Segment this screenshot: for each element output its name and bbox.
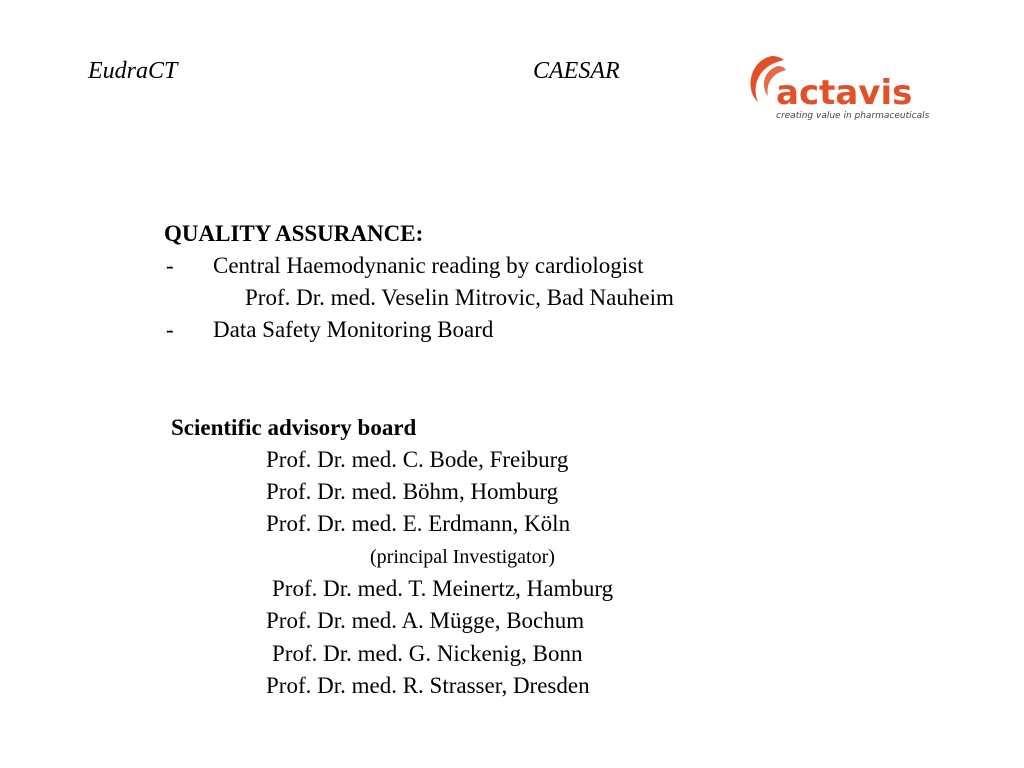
- advisory-member: Prof. Dr. med. R. Strasser, Dresden: [266, 673, 590, 698]
- advisory-member: Prof. Dr. med. A. Mügge, Bochum: [266, 608, 585, 633]
- quality-assurance-title: QUALITY ASSURANCE:: [164, 221, 424, 246]
- principal-investigator-note: (principal Investigator): [370, 546, 555, 568]
- header-study-name: CAESAR: [533, 58, 620, 84]
- advisory-member: Prof. Dr. med. T. Meinertz, Hamburg: [272, 576, 614, 601]
- actavis-logo-icon: [744, 48, 934, 124]
- advisory-member: Prof. Dr. med. G. Nickenig, Bonn: [272, 641, 583, 666]
- advisory-member: Prof. Dr. med. Böhm, Homburg: [266, 479, 559, 504]
- advisory-member: Prof. Dr. med. C. Bode, Freiburg: [266, 447, 569, 472]
- qa-bullet-1: -: [166, 253, 174, 278]
- qa-bullet-2: -: [166, 317, 174, 342]
- qa-item-1-text: Central Haemodynanic reading by cardiologist: [213, 253, 644, 278]
- logo-wordmark: actavis: [776, 73, 913, 113]
- qa-item-2-text: Data Safety Monitoring Board: [213, 317, 494, 342]
- actavis-logo-graphic: [744, 48, 934, 124]
- logo-tagline: creating value in pharmaceuticals: [776, 111, 930, 121]
- advisory-board-title: Scientific advisory board: [171, 415, 417, 440]
- qa-item-1-sub: Prof. Dr. med. Veselin Mitrovic, Bad Nauheim: [245, 285, 674, 310]
- advisory-member: Prof. Dr. med. E. Erdmann, Köln: [266, 511, 571, 536]
- header-eudract: EudraCT: [88, 58, 178, 84]
